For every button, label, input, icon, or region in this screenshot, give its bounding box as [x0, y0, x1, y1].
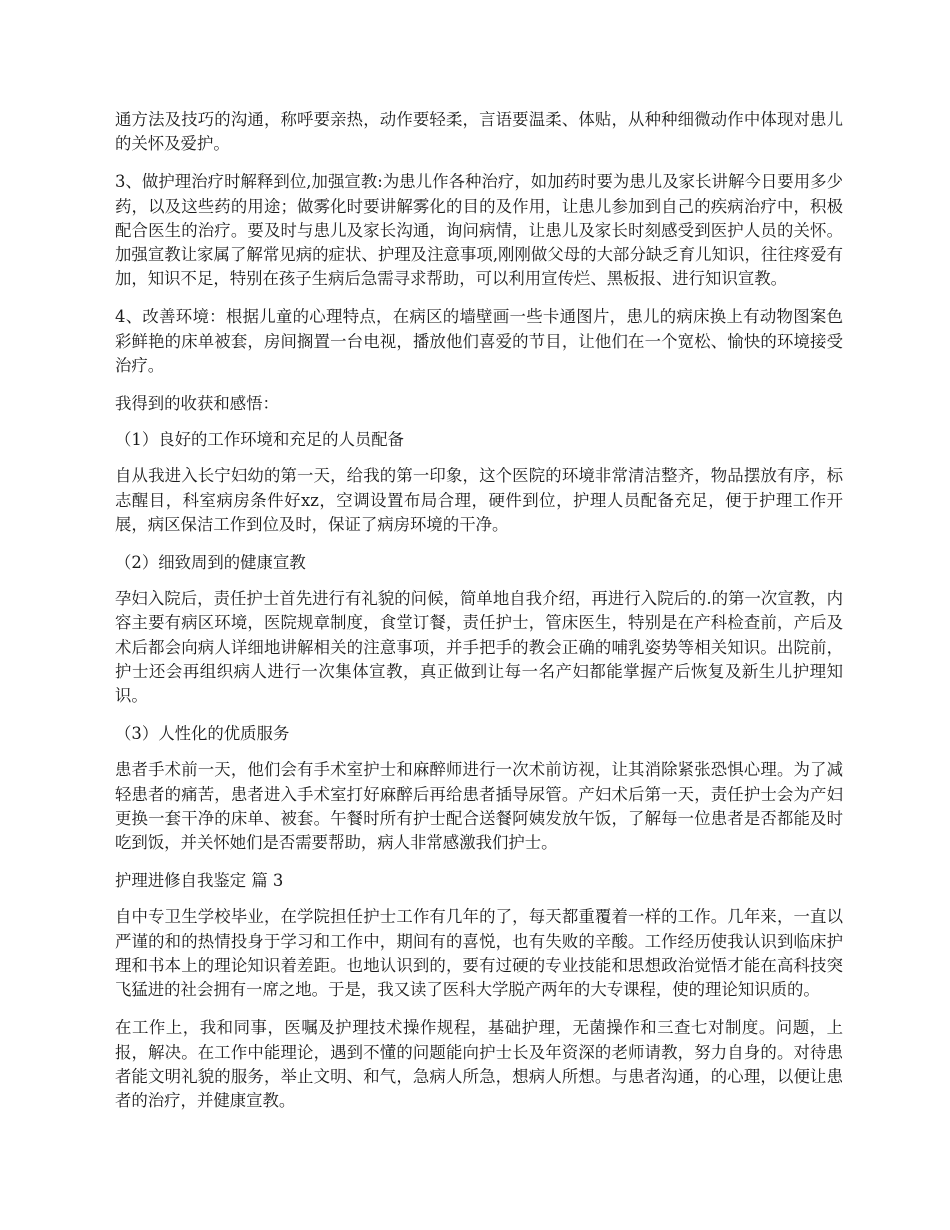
paragraph-quality-service: 患者手术前一天，他们会有手术室护士和麻醉师进行一次术前访视，让其消除紧张恐惧心理。为了减轻患者的痛苦，患者进入手术室打好麻醉后再给患者插导尿管。产妇术后第一天，责任护士会为产妇更换一套干净的床单、被套。午餐时所有护士配合送餐阿姨发放午饭，了解每一位患者是否都能及时吃到饭，并关怀她们是否需要帮助，病人非常感激我们护士。 — [115, 760, 843, 853]
subheading-work-environment: （1）良好的工作环境和充足的人员配备 — [115, 430, 405, 450]
document-page — [115, 108, 843, 1127]
subheading-quality-service: （3）人性化的优质服务 — [115, 724, 290, 744]
paragraph-treatment-explanation: 3、做护理治疗时解释到位,加强宣教:为患儿作各种治疗，如加药时要为患儿及家长讲解今日要用多少药，以及这些药的用途；做雾化时要讲解雾化的目的及作用，让患儿参加到自己的疾病治疗中，积极配合医生的治疗。要及时与患儿及家长沟通，询问病情，让患儿及家长时刻感受到医护人员的关怀。加强宣教让家属了解常见病的症状、护理及注意事项,刚刚做父母的大部分缺乏育儿知识，往往疼爱有加，知识不足，特别在孩子生病后急需寻求帮助，可以利用宣传烂、黑板报、进行知识宣教。 — [115, 172, 843, 289]
paragraph-career-background: 自中专卫生学校毕业，在学院担任护士工作有几年的了，每天都重覆着一样的工作。几年来，一直以严谨的和的热情投身于学习和工作中，期间有的喜悦，也有失败的辛酸。工作经历使我认识到临床护理和书本上的理论知识着差距。也地认识到的，要有过硬的专业技能和思想政治觉悟才能在高科技突飞猛进的社会拥有一席之地。于是，我又读了医科大学脱产两年的大专课程，使的理论知识质的。 — [115, 907, 843, 1000]
paragraph-health-education: 孕妇入院后，责任护士首先进行有礼貌的问候，简单地自我介绍，再进行入院后的.的第一次宣教，内容主要有病区环境，医院规章制度，食堂订餐，责任护士，管床医生，特别是在产科检查前，产后及术后都会向病人详细地讲解相关的注意事项，并手把手的教会正确的哺乳姿势等相关知识。出院前，护士还会再组织病人进行一次集体宣教，真正做到让每一名产妇都能掌握产后恢复及新生儿护理知识。 — [115, 589, 843, 706]
paragraph-improve-environment: 4、改善环境：根据儿童的心理特点，在病区的墙壁画一些卡通图片，患儿的病床换上有动物图案色彩鲜艳的床单被套，房间搁置一台电视，播放他们喜爱的节目，让他们在一个宽松、愉快的环境接受治疗。 — [115, 307, 843, 375]
paragraph-work-environment: 自从我进入长宁妇幼的第一天，给我的第一印象，这个医院的环境非常清洁整齐，物品摆放有序，标志醒目，科室病房条件好xz，空调设置布局合理，硬件到位，护理人员配备充足，便于护理工作开展，病区保洁工作到位及时，保证了病房环境的干净。 — [115, 466, 843, 534]
subheading-health-education: （2）细致周到的健康宣教 — [115, 553, 306, 573]
section-heading-gains: 我得到的收获和感悟： — [115, 394, 279, 414]
section-title-part3: 护理进修自我鉴定 篇 3 — [115, 871, 284, 891]
paragraph-work-conduct: 在工作上，我和同事，医嘱及护理技术操作规程，基础护理，无菌操作和三查七对制度。问题，上报，解决。在工作中能理论，遇到不懂的问题能向护士长及年资深的老师请教，努力自身的。对待患者能文明礼貌的服务，举止文明、和气，急病人所急，想病人所想。与患者沟通，的心理，以便让患者的治疗，并健康宣教。 — [115, 1018, 843, 1110]
paragraph-care-communication: 通方法及技巧的沟通，称呼要亲热，动作要轻柔，言语要温柔、体贴，从种种细微动作中体现对患儿的关怀及爱护。 — [115, 110, 843, 154]
